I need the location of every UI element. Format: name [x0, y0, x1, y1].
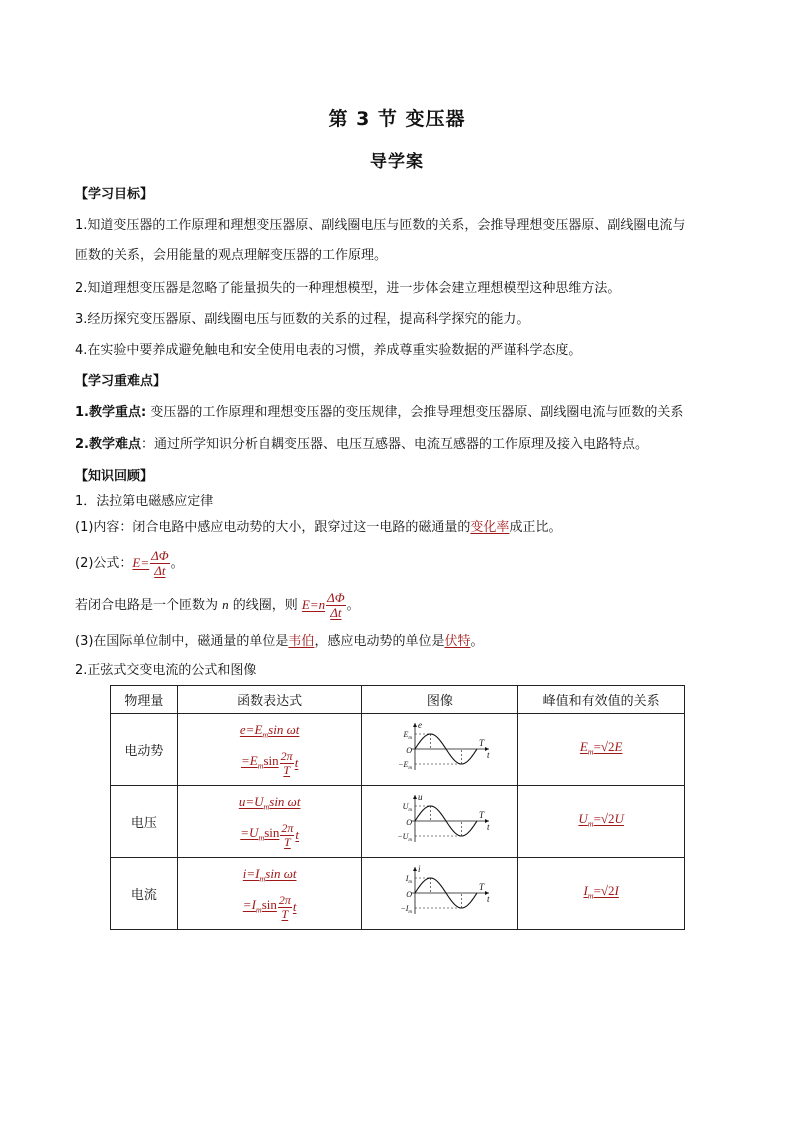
coil-lhs: E=n	[301, 597, 326, 612]
graph-period-label: T	[478, 881, 484, 892]
formula-expression-1: $i=I_m\sin$ ωt	[242, 866, 297, 884]
goal-item-1b: 匝数的关系，会用能量的观点理解变压器的工作原理。	[75, 248, 388, 263]
table-header: 峰值和有效值的关系	[518, 686, 685, 714]
coil-den: Δt	[330, 605, 342, 620]
units-mid: ，感应电动势的单位是	[314, 634, 445, 649]
focus-label: 1.教学重点:	[75, 405, 147, 420]
graph-peak-sub: m	[408, 735, 412, 741]
content-pre: (1)内容：闭合电路中感应电动势的大小，跟穿过这一电路的磁通量的	[75, 520, 471, 535]
goal-item-2: 2.知道理想变压器是忽略了能量损失的一种理想模型，进一步体会建立理想模型这种思维方法。	[75, 281, 621, 296]
formula-expression-2: $=E_m\sin$ $\frac{2\pi}{T}$ t	[241, 748, 299, 777]
table-header-row	[111, 686, 685, 714]
graph-peak-sub: m	[408, 807, 412, 813]
formula-lhs: E=	[132, 555, 150, 570]
formula-line	[75, 548, 184, 579]
coil-fraction	[326, 591, 346, 620]
row-graph	[362, 714, 518, 786]
formula-pre: (2)公式：	[75, 556, 133, 571]
graph-trough-sub: m	[408, 909, 412, 915]
content-line	[75, 519, 561, 537]
content-post: 成正比。	[509, 520, 562, 535]
coil-num: ΔΦ	[327, 590, 345, 605]
graph-trough-sub: m	[408, 837, 412, 843]
graph-y-label: i	[417, 863, 421, 874]
row-graph	[362, 858, 518, 930]
coil-n: n	[222, 597, 229, 612]
difficulty-line	[75, 436, 648, 454]
keypoints-heading: 【学习重难点】	[75, 374, 167, 389]
units-answer-2: 伏特	[444, 634, 471, 649]
row-formula	[177, 714, 362, 786]
formula-post: 。	[170, 556, 184, 571]
goal-item-3: 3.经历探究变压器原、副线圈电压与匝数的关系的过程，提高科学探究的能力。	[75, 312, 530, 327]
formula-expression-1: $e=E_m\sin$ ωt	[239, 722, 300, 740]
graph-origin-label: O	[406, 745, 412, 755]
graph-peak-label: $U_m$	[402, 801, 412, 813]
row-name: 电流	[111, 858, 178, 930]
review-item-2: 2.正弦式交变电流的公式和图像	[75, 663, 257, 678]
y-axis-arrow	[413, 723, 417, 727]
graph-peak-label: $E_m$	[403, 729, 412, 741]
graph-t-label: t	[486, 893, 490, 904]
formula-den: Δt	[154, 563, 166, 578]
coil-mid: 的线圈，则	[228, 598, 302, 613]
graph-origin-label: O	[406, 889, 412, 899]
review-item-1: 1．法拉第电磁感应定律	[75, 494, 214, 509]
row-name: 电动势	[111, 714, 178, 786]
sine-wave-graph	[385, 863, 495, 921]
graph-peak-sub: m	[408, 879, 412, 885]
graph-trough-label: $-U_m$	[397, 831, 412, 843]
graph-t-label: t	[486, 821, 490, 832]
table-header: 函数表达式	[177, 686, 362, 714]
row-graph	[362, 786, 518, 858]
coil-post: 。	[346, 598, 360, 613]
table-row	[111, 714, 685, 786]
row-relation: $U_m=√2U$	[518, 786, 685, 858]
graph-peak-label: $I_m$	[405, 873, 412, 885]
row-relation: $I_m=√2I$	[518, 858, 685, 930]
graph-trough-label: $-E_m$	[397, 759, 412, 771]
table-row	[111, 858, 685, 930]
formula-fraction	[150, 549, 170, 578]
formula-expression-1: $u=U_m\sin$ ωt	[238, 794, 301, 812]
difficulty-label: 2.教学难点	[75, 437, 141, 452]
units-answer-1: 韦伯	[288, 634, 315, 649]
row-relation: $E_m=√2E$	[518, 714, 685, 786]
units-pre: (3)在国际单位制中，磁通量的单位是	[75, 634, 289, 649]
page-subtitle: 导学案	[370, 152, 424, 172]
table-row	[111, 786, 685, 858]
graph-y-label: u	[417, 791, 423, 802]
formula-expression-2: $=I_m\sin$ $\frac{2\pi}{T}$ t	[242, 892, 297, 921]
coil-line	[75, 590, 360, 621]
page-title: 第 3 节 变压器	[328, 108, 466, 130]
sine-wave-graph	[385, 791, 495, 849]
difficulty-text: ：通过所学知识分析自耦变压器、电压互感器、电流互感器的工作原理及接入电路特点。	[140, 437, 648, 452]
graph-trough-label: $-I_m$	[400, 903, 412, 915]
goal-item-4: 4.在实验中要养成避免触电和安全使用电表的习惯，养成尊重实验数据的严谨科学态度。	[75, 343, 582, 358]
sine-wave-graph	[385, 719, 495, 777]
formula-num: ΔΦ	[151, 548, 169, 563]
focus-text: 变压器的工作原理和理想变压器的变压规律，会推导理想变压器原、副线圈电流与匝数的关系	[146, 405, 684, 420]
table-header: 图像	[362, 686, 518, 714]
goals-heading: 【学习目标】	[75, 187, 154, 202]
review-heading: 【知识回顾】	[75, 469, 154, 484]
y-axis-arrow	[413, 795, 417, 799]
y-axis-arrow	[413, 867, 417, 871]
row-formula	[177, 786, 362, 858]
units-post: 。	[470, 634, 484, 649]
formula-expression-2: $=U_m\sin$ $\frac{2\pi}{T}$ t	[240, 820, 300, 849]
content-answer: 变化率	[470, 520, 510, 535]
row-name: 电压	[111, 786, 178, 858]
focus-line	[75, 404, 683, 422]
graph-t-label: t	[486, 749, 490, 760]
units-line	[75, 633, 483, 651]
graph-y-label: e	[417, 719, 422, 730]
graph-period-label: T	[478, 737, 484, 748]
graph-trough-sub: m	[408, 765, 412, 771]
row-formula	[177, 858, 362, 930]
goal-item-1a: 1.知道变压器的工作原理和理想变压器原、副线圈电压与匝数的关系，会推导理想变压器原、副线圈电流与	[75, 218, 686, 233]
coil-pre: 若闭合电路是一个匝数为	[75, 598, 223, 613]
graph-period-label: T	[478, 809, 484, 820]
table-header: 物理量	[111, 686, 178, 714]
graph-origin-label: O	[406, 817, 412, 827]
sine-table	[110, 685, 685, 930]
